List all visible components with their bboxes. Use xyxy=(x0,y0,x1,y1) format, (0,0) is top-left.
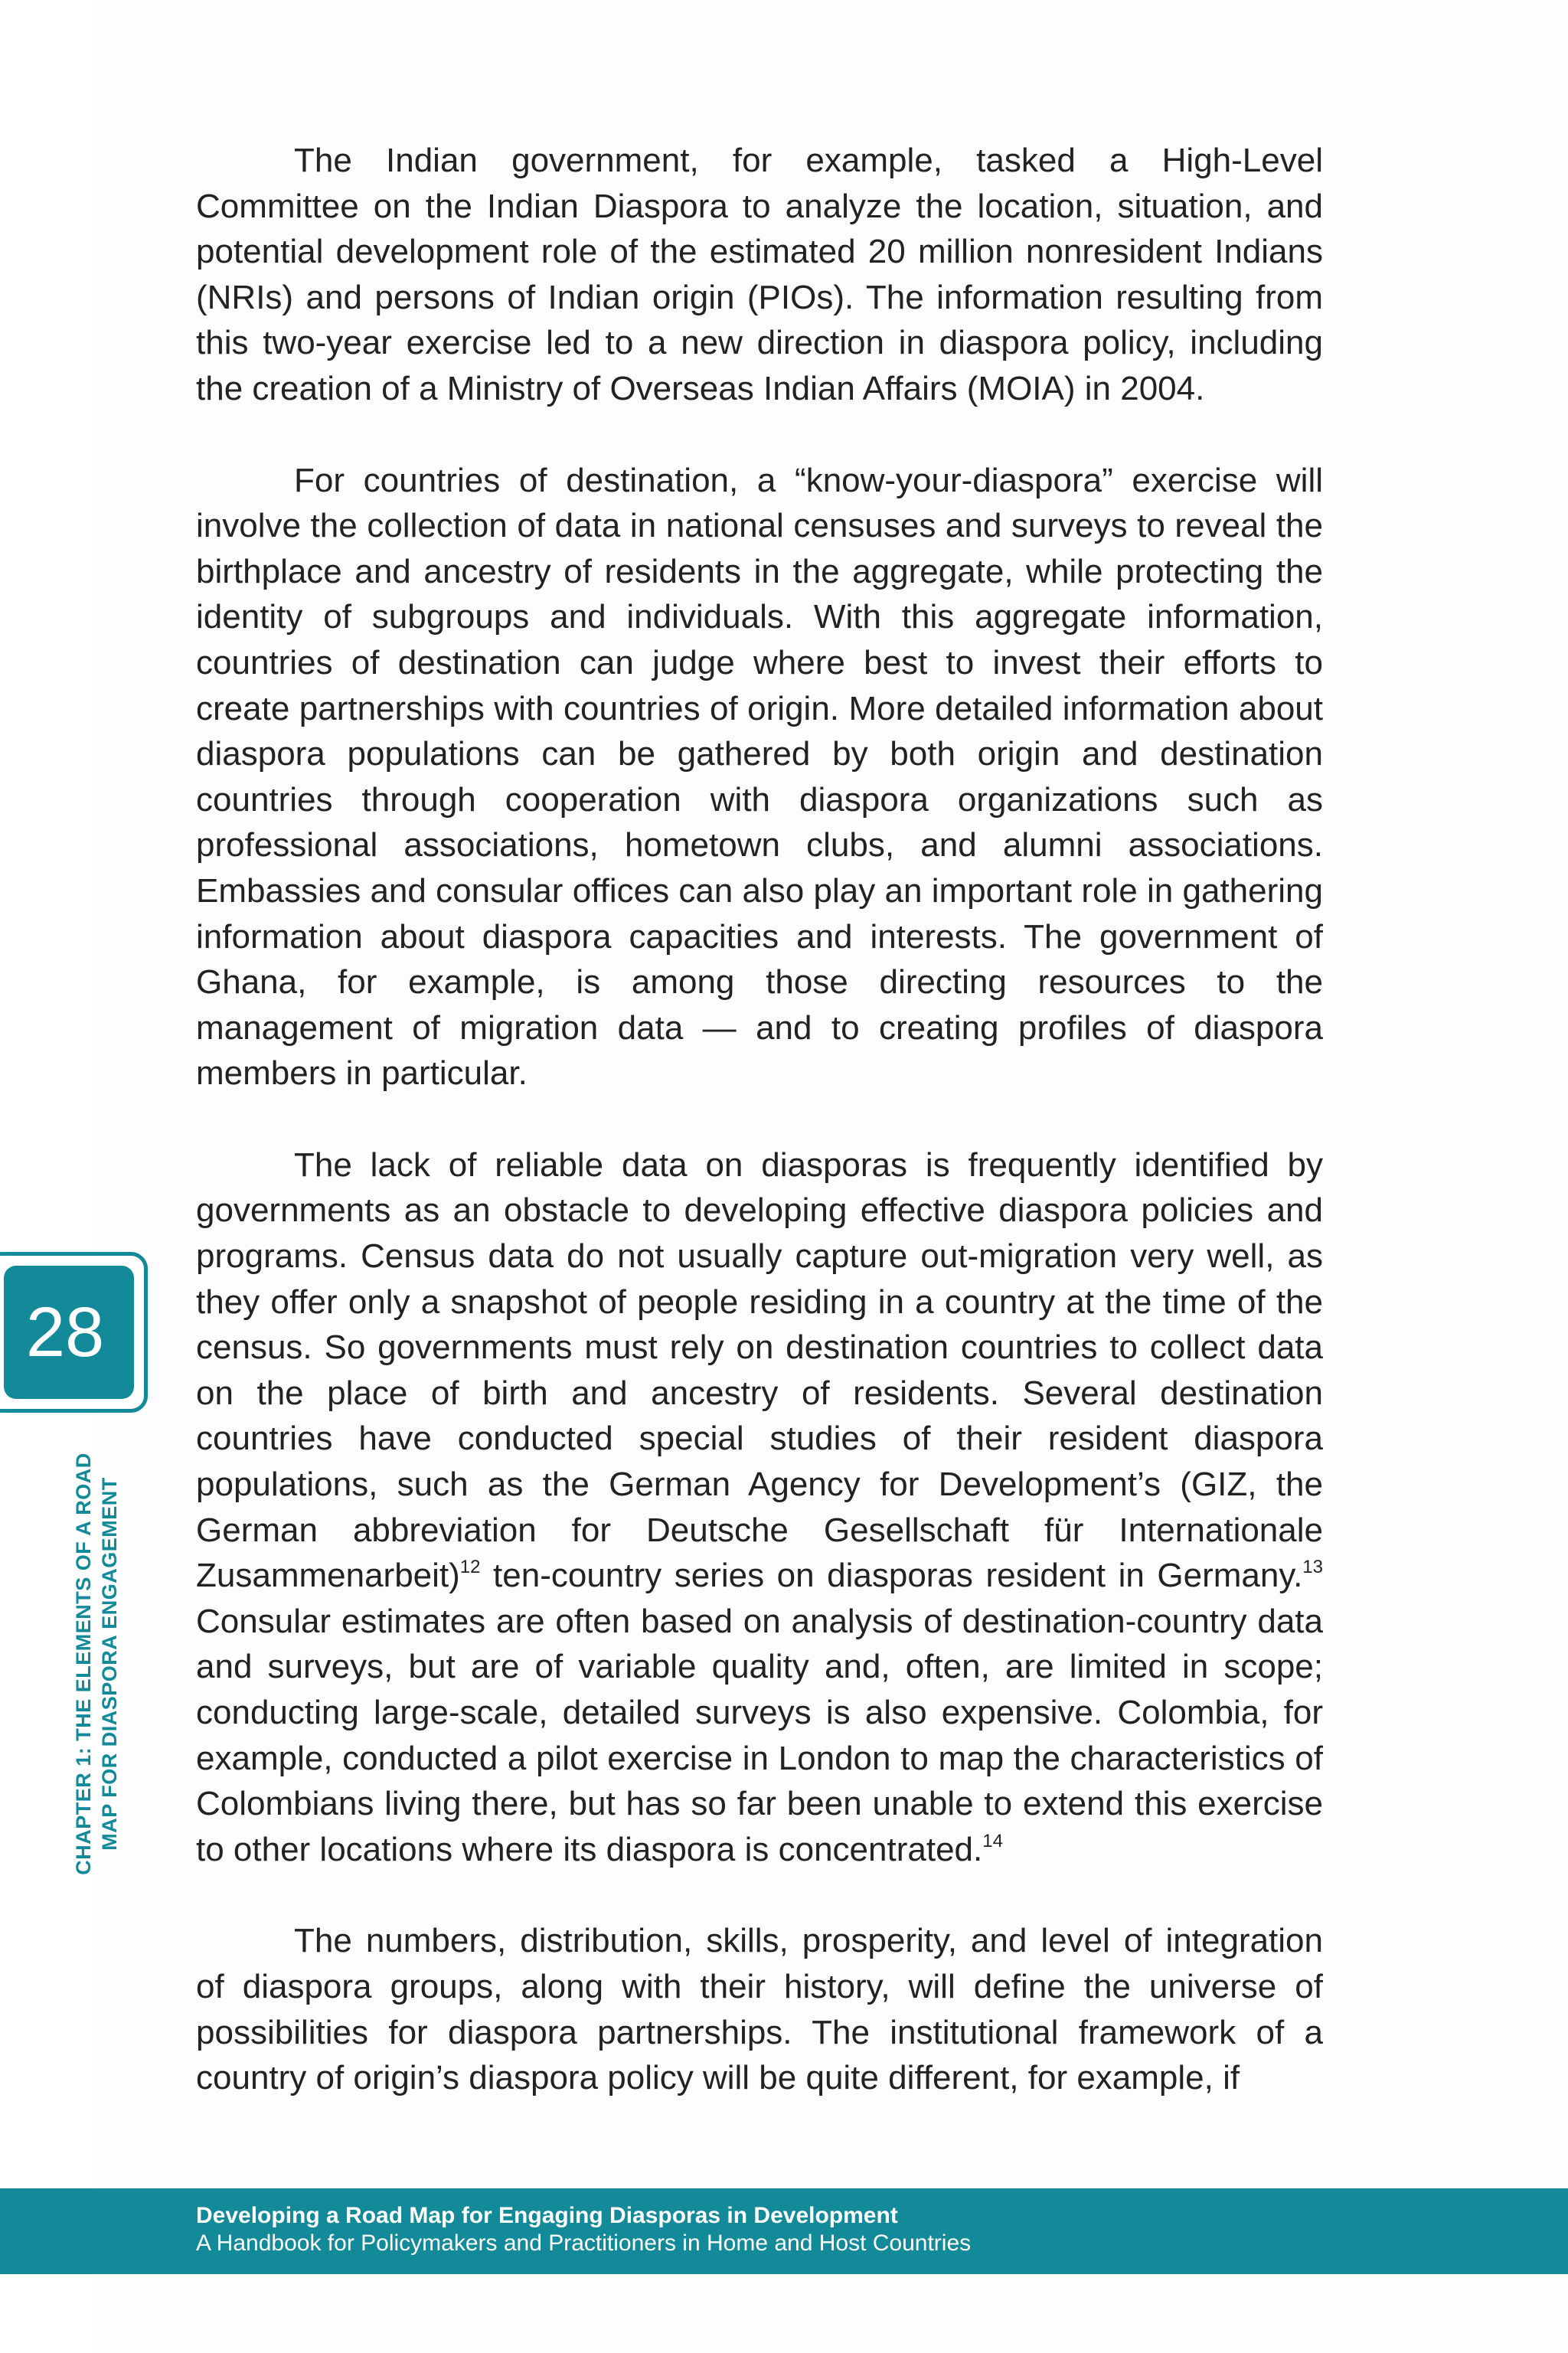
body-text xyxy=(196,138,1323,2101)
chapter-side-label xyxy=(62,1438,131,1890)
chapter-label-line-1: CHAPTER 1: THE ELEMENTS OF A ROAD xyxy=(72,1453,95,1875)
page-number: 28 xyxy=(25,1293,105,1371)
paragraph-countries-of-destination: For countries of destination, a “know-your-diaspora” exercise will involve the collection of data in national censuses and surveys to reveal the birthplace and ancestry of residents in the aggregate, while protecting the identity of subgroups and individuals. With this aggregate information, countries of destination can judge where best to invest their efforts to create partnerships with countries of origin. More detailed information about diaspora populations can be gathered by both origin and destination countries through cooperation with diaspora organizations such as professional associations, hometown clubs, and alumni associations. Embassies and consular offices can also play an important role in gathering information about diaspora capacities and interests. The government of Ghana, for example, is among those directing resources to the management of migration data — and to creating profiles of diaspora members in particular. xyxy=(196,461,1323,1093)
paragraph-numbers-distribution: The numbers, distribution, skills, prosperity, and level of integration of diaspora groups, along with their history, will define the universe of possibilities for diaspora partnerships. The institutional framework of a country of origin’s diaspora policy will be quite different, for example, if xyxy=(196,1922,1323,2097)
chapter-label-line-2: MAP FOR DIASPORA ENGAGEMENT xyxy=(98,1477,121,1851)
page-number-tab xyxy=(0,1252,148,1413)
footnote-ref-14[interactable]: 14 xyxy=(982,1830,1003,1851)
footer-band xyxy=(0,2188,1568,2274)
footnote-ref-13[interactable]: 13 xyxy=(1302,1557,1323,1578)
paragraph-text-segment: The lack of reliable data on diasporas is frequently identified by governments as an obstacle to developing effective diaspora policies and programs. Census data do not usually capture out-migration very well, as they offer only a snapshot of people residing in a country at the time of the census. So governments must rely on destination countries to collect data on the place of birth and ancestry of residents. Several destination countries have conducted special studies of their resident diaspora populations, such as the German Agency for Development’s (GIZ, the German abbreviation for Deutsche Gesellschaft für Internationale Zusammenarbeit) xyxy=(196,1145,1323,1595)
footnote-ref-12[interactable]: 12 xyxy=(459,1557,481,1578)
footer-book-subtitle: A Handbook for Policymakers and Practitioners in Home and Host Countries xyxy=(196,2230,972,2256)
footer-book-title: Developing a Road Map for Engaging Diasporas in Development xyxy=(196,2203,898,2228)
paragraph-indian-government: The Indian government, for example, tasked a High-Level Committee on the Indian Diaspora to analyze the location, situation, and potential development role of the estimated 20 million nonresident Indians (NRIs) and persons of Indian origin (PIOs). The information resulting from this two-year exercise led to a new direction in diaspora policy, including the creation of a Ministry of Overseas Indian Affairs (MOIA) in 2004. xyxy=(196,142,1323,407)
paragraph-text-segment: Consular estimates are often based on analysis of destination-country data and surveys, but are of variable quality and, often, are limited in scope; conducting large-scale, detailed surveys is also expensive. Colombia, for example, conducted a pilot exercise in London to map the characteristics of Colombians living there, but has so far been unable to extend this exercise to other locations where its diaspora is concentrated. xyxy=(196,1602,1323,1868)
chapter-side-label-text xyxy=(70,1438,122,1890)
paragraph-lack-of-reliable-data xyxy=(196,1142,1323,1873)
paragraph-text-segment: ten-country series on diasporas resident in Germany. xyxy=(480,1557,1303,1595)
